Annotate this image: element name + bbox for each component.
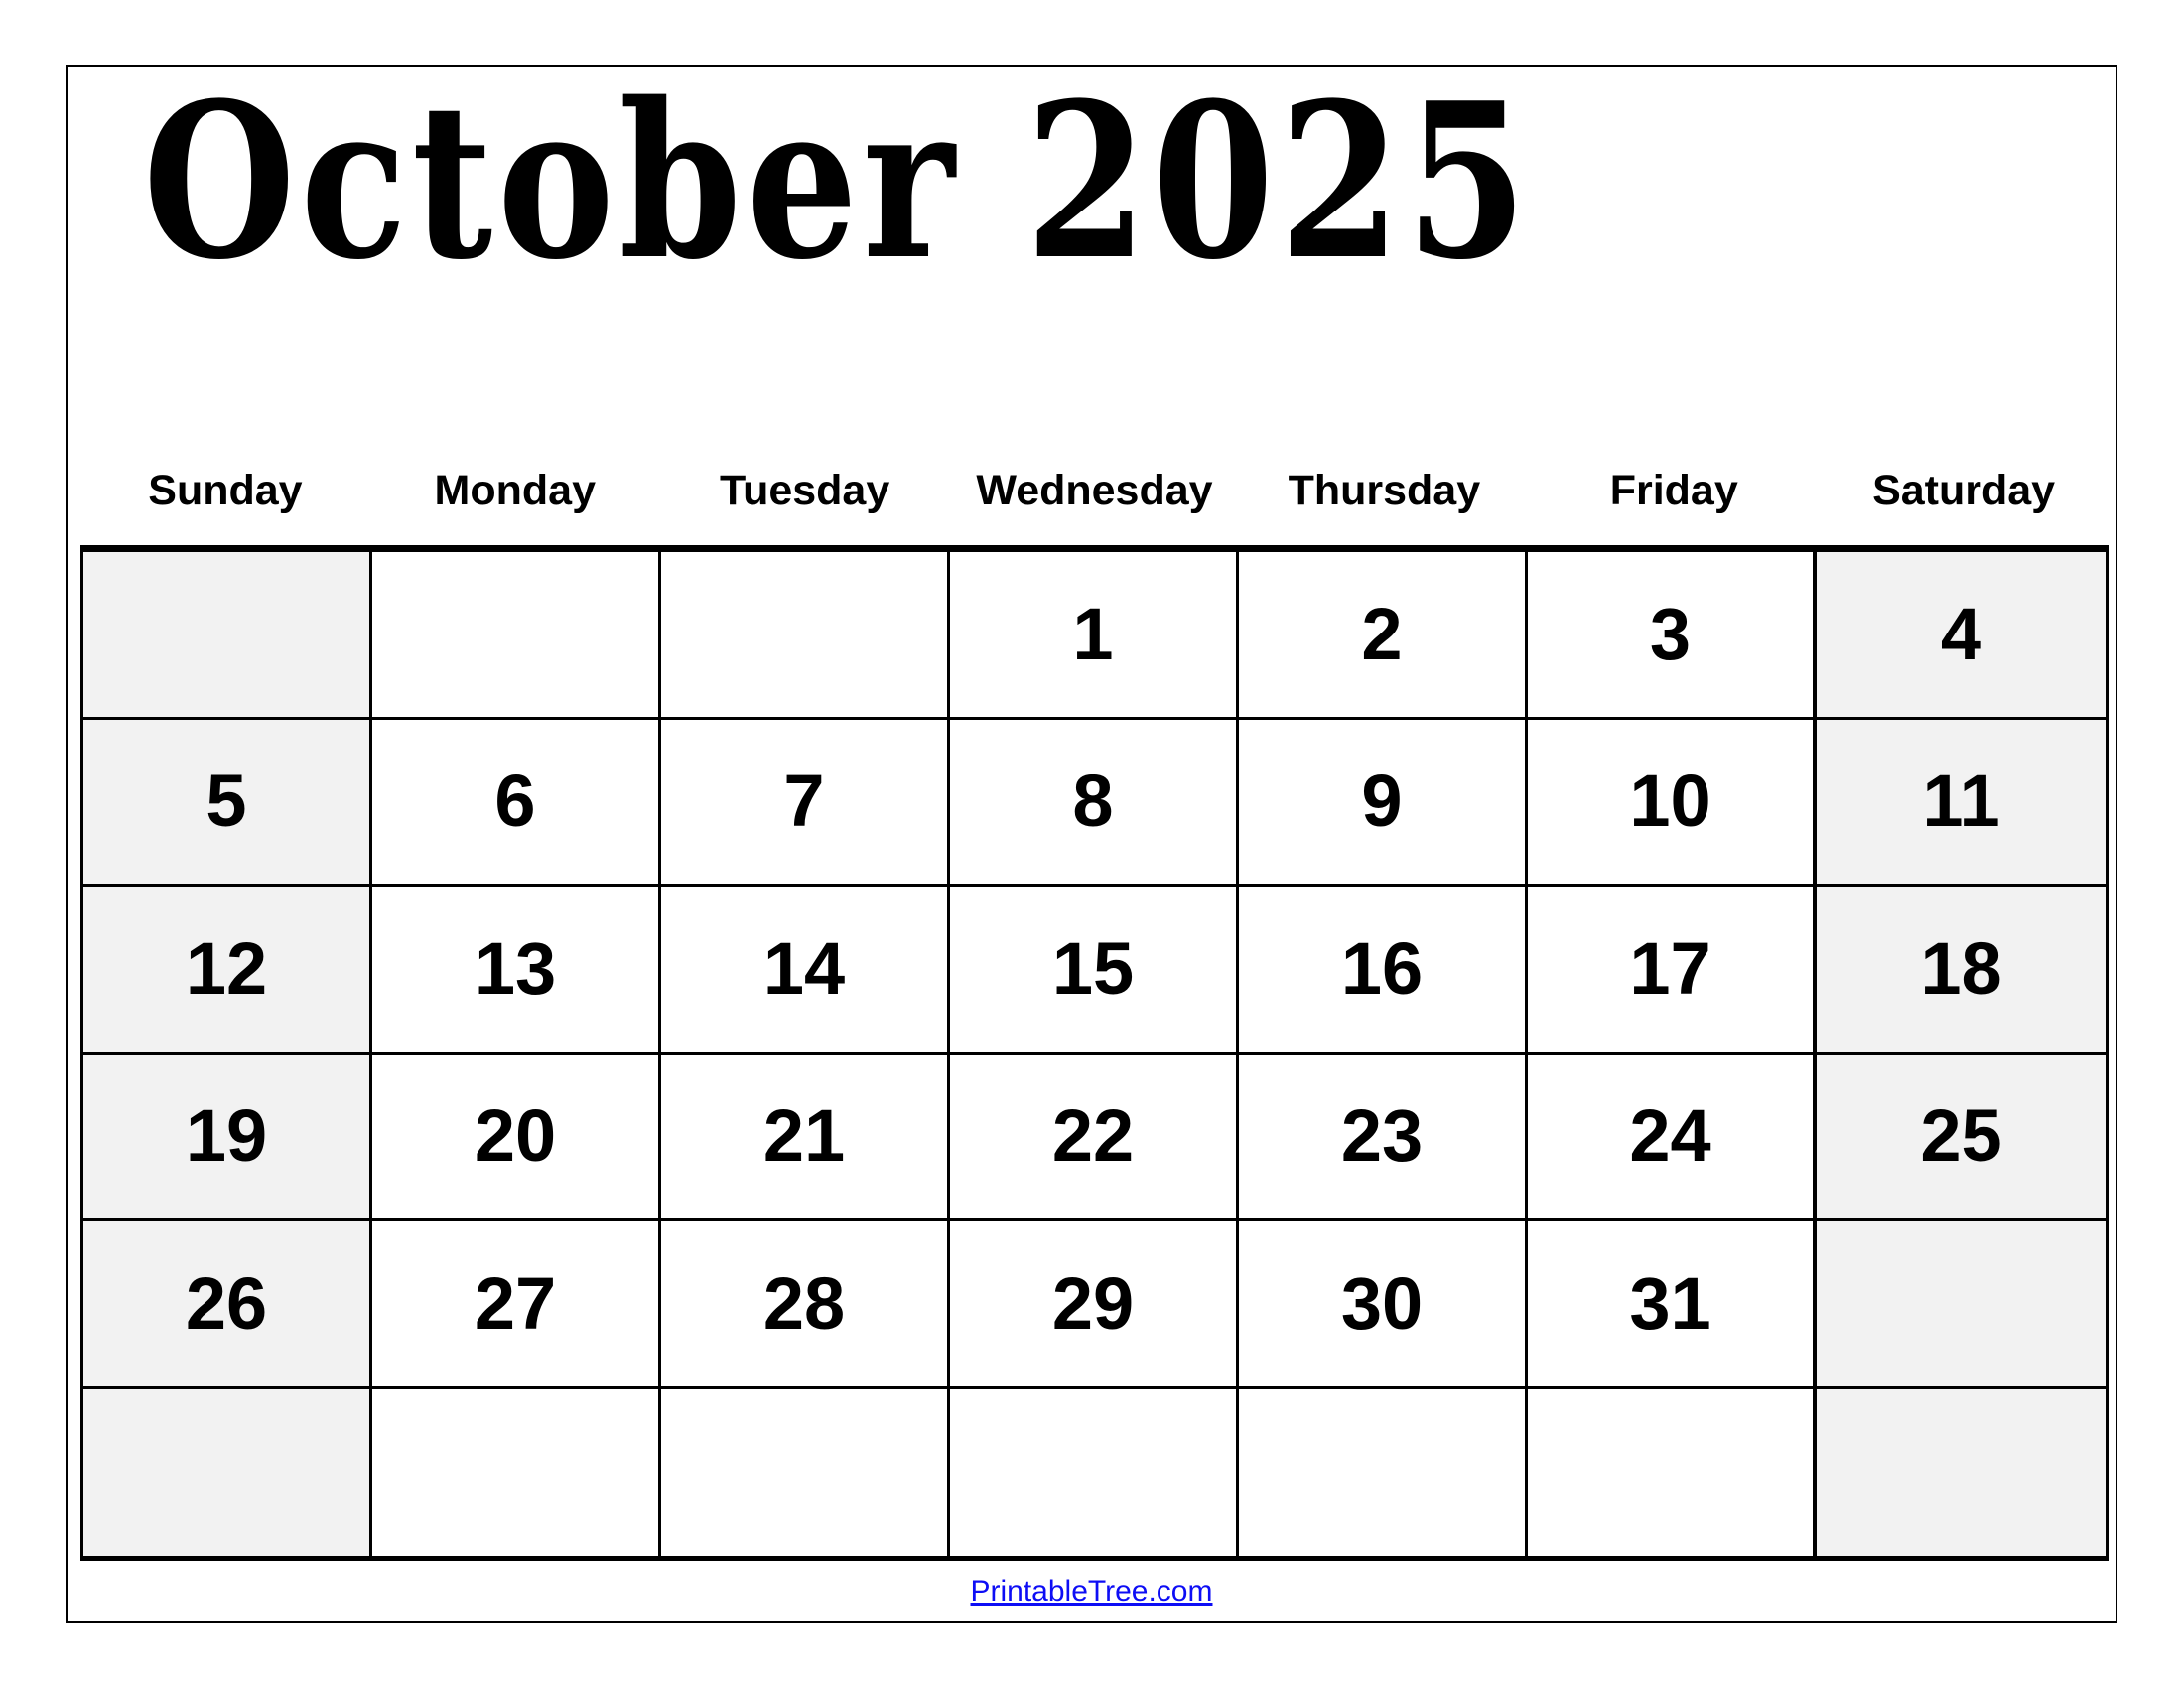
date-number: 3 — [1649, 592, 1692, 675]
calendar-cell-29 — [950, 1221, 1239, 1389]
calendar-cell-13 — [372, 887, 661, 1055]
date-number: 28 — [762, 1261, 846, 1344]
calendar-cell-24 — [1528, 1055, 1817, 1222]
date-number: 31 — [1629, 1261, 1711, 1344]
calendar-cell-2 — [1239, 552, 1528, 720]
calendar-cell-empty — [83, 552, 372, 720]
date-number: 4 — [1940, 592, 1982, 675]
calendar-cell-28 — [661, 1221, 950, 1389]
calendar-cell-10 — [1528, 720, 1817, 888]
date-number: 19 — [185, 1094, 268, 1178]
calendar-cell-4 — [1817, 552, 2106, 720]
date-number: 14 — [762, 926, 846, 1010]
day-header-thursday: Thursday — [1288, 467, 1481, 514]
date-number: 24 — [1629, 1094, 1711, 1178]
calendar-cell-empty — [1817, 1221, 2106, 1389]
date-number: 16 — [1340, 926, 1424, 1010]
calendar-cell-3 — [1528, 552, 1817, 720]
calendar-cell-21 — [661, 1055, 950, 1222]
date-number: 17 — [1629, 926, 1711, 1010]
calendar-cell-8 — [950, 720, 1239, 888]
date-number: 30 — [1340, 1261, 1424, 1344]
calendar-cell-5 — [83, 720, 372, 888]
date-number: 25 — [1920, 1094, 2002, 1178]
calendar-cell-9 — [1239, 720, 1528, 888]
date-number: 1 — [1072, 592, 1114, 675]
date-number: 5 — [205, 760, 247, 843]
calendar-cell-17 — [1528, 887, 1817, 1055]
calendar-page — [66, 56, 2117, 1623]
calendar-cell-empty — [950, 1389, 1239, 1557]
date-number: 6 — [494, 760, 536, 843]
day-header-row — [80, 464, 2109, 517]
date-number: 13 — [474, 926, 557, 1010]
day-header-sunday: Sunday — [148, 467, 303, 514]
calendar-cell-18 — [1817, 887, 2106, 1055]
calendar-cell-20 — [372, 1055, 661, 1222]
date-number: 12 — [185, 926, 268, 1010]
calendar-cell-26 — [83, 1221, 372, 1389]
calendar-cell-14 — [661, 887, 950, 1055]
day-header-saturday: Saturday — [1872, 467, 2056, 514]
calendar-cell-empty — [372, 552, 661, 720]
date-number: 18 — [1920, 926, 2002, 1010]
calendar-cell-empty — [83, 1389, 372, 1557]
calendar-cell-empty — [372, 1389, 661, 1557]
calendar-cell-25 — [1817, 1055, 2106, 1222]
calendar-cell-empty — [1239, 1389, 1528, 1557]
calendar-cell-27 — [372, 1221, 661, 1389]
date-number: 7 — [783, 760, 825, 843]
calendar-cell-11 — [1817, 720, 2106, 888]
date-number: 21 — [762, 1094, 846, 1178]
date-number: 22 — [1051, 1094, 1135, 1178]
date-number: 23 — [1340, 1094, 1424, 1178]
calendar-cell-15 — [950, 887, 1239, 1055]
date-number: 20 — [474, 1094, 557, 1178]
calendar-cell-19 — [83, 1055, 372, 1222]
day-header-wednesday: Wednesday — [976, 467, 1213, 514]
calendar-cell-30 — [1239, 1221, 1528, 1389]
page-title: October 2025 — [143, 56, 1533, 307]
date-number: 8 — [1072, 760, 1114, 843]
calendar-cell-23 — [1239, 1055, 1528, 1222]
date-number: 2 — [1361, 592, 1403, 675]
day-header-friday: Friday — [1609, 467, 1738, 514]
printabletree-link[interactable]: PrintableTree.com — [970, 1575, 1213, 1608]
calendar-cell-12 — [83, 887, 372, 1055]
date-number: 26 — [185, 1261, 268, 1344]
calendar-cell-empty — [661, 552, 950, 720]
calendar-cell-6 — [372, 720, 661, 888]
date-number: 10 — [1629, 760, 1711, 843]
date-number: 11 — [1922, 760, 2000, 843]
calendar-cell-empty — [1528, 1389, 1817, 1557]
footer — [68, 1574, 2116, 1610]
date-number: 27 — [474, 1261, 557, 1344]
calendar-cell-1 — [950, 552, 1239, 720]
calendar-cell-31 — [1528, 1221, 1817, 1389]
date-number: 9 — [1361, 760, 1403, 843]
calendar-cell-7 — [661, 720, 950, 888]
day-header-monday: Monday — [434, 467, 596, 514]
date-number: 29 — [1051, 1261, 1135, 1344]
day-header-tuesday: Tuesday — [720, 467, 890, 514]
calendar-cell-empty — [1817, 1389, 2106, 1557]
calendar-cell-22 — [950, 1055, 1239, 1222]
calendar-cell-empty — [661, 1389, 950, 1557]
calendar-cell-16 — [1239, 887, 1528, 1055]
date-number: 15 — [1051, 926, 1135, 1010]
calendar-grid — [80, 545, 2109, 1561]
